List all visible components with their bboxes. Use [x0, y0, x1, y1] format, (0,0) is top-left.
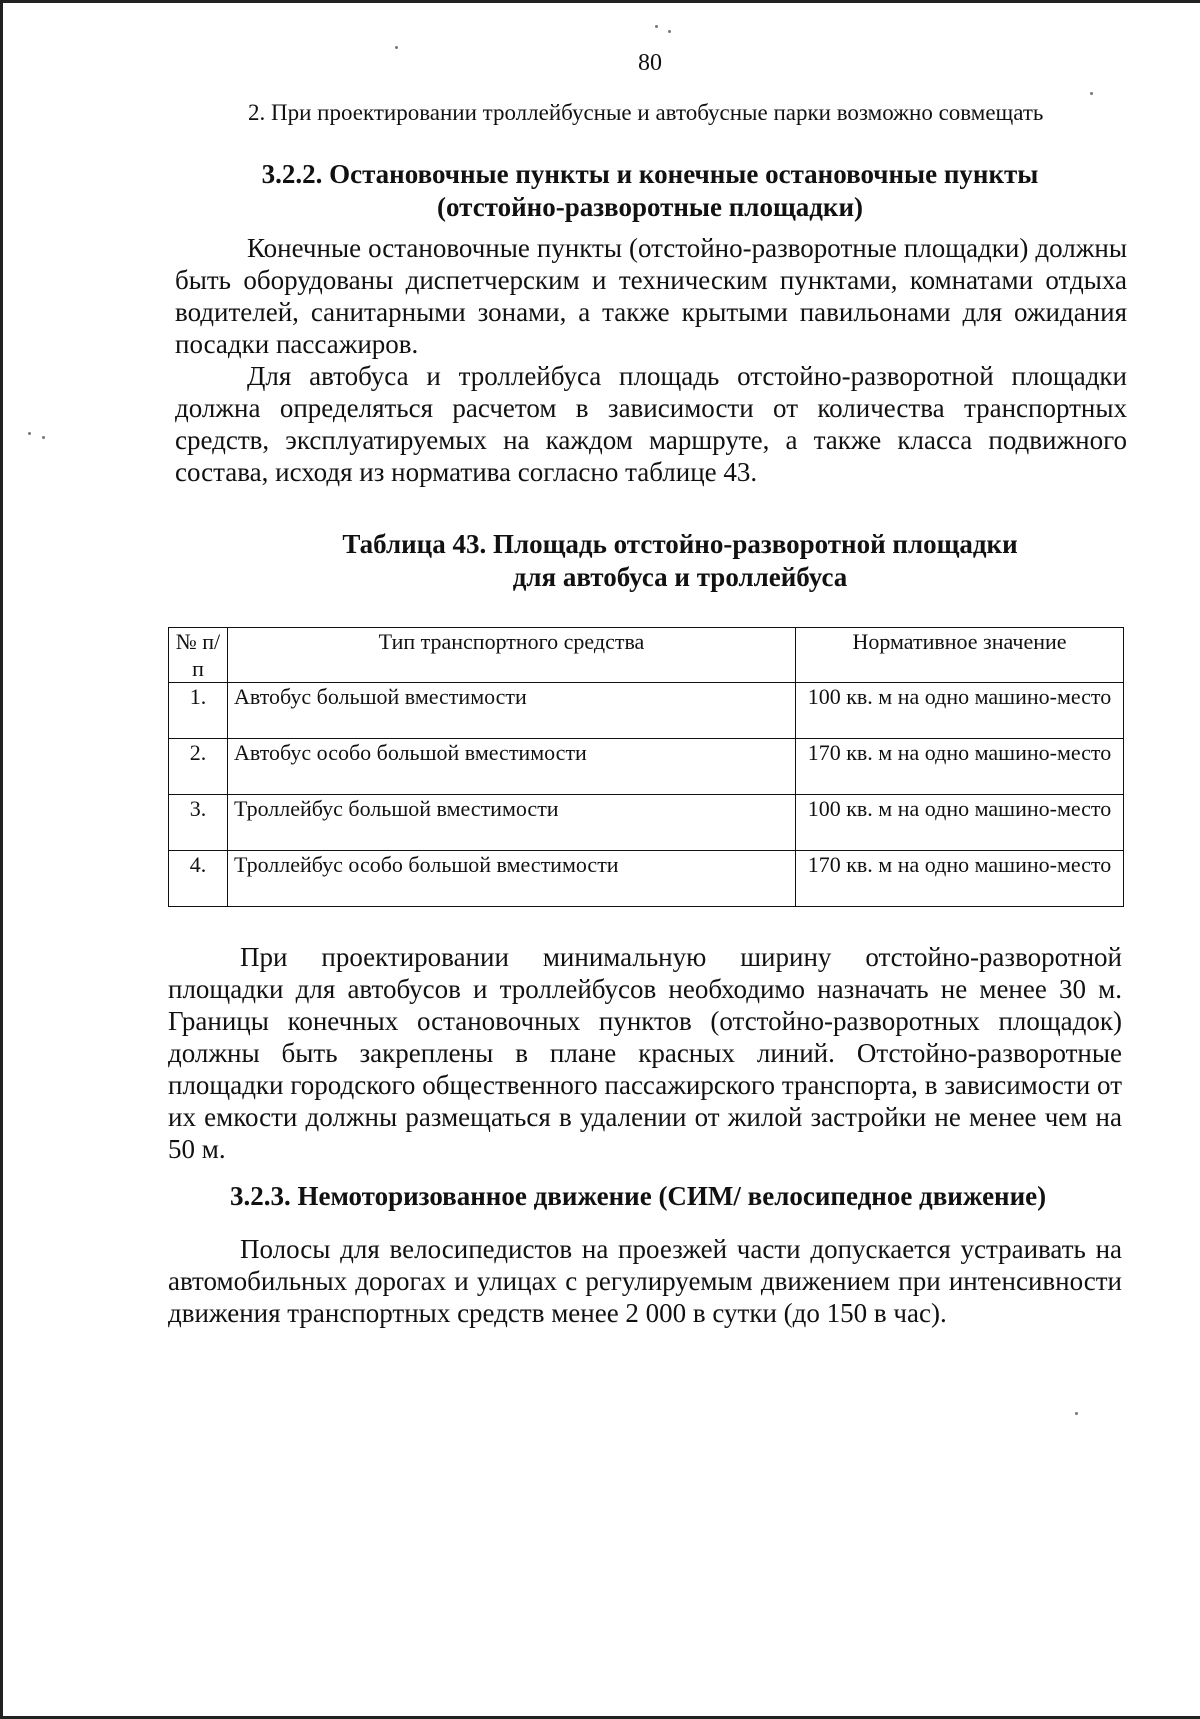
section-322-title-line2: (отстойно-разворотные площадки)	[436, 192, 864, 222]
header-number: № п/п	[169, 628, 228, 683]
scan-top-border	[0, 0, 1200, 3]
scan-speck	[42, 436, 45, 439]
paragraph-text: При проектировании минимальную ширину отстойно-разворотной площадки для автобусов и троллейбусов необходимо назначать не менее 30 м. Границы конечных остановочных пунктов (отстойно-разворотных площадок) должны быть закреплены в плане красных линий. Отстойно-разворотные площадки городского общественного пассажирского транспорта, в зависимости от их емкости должны размещаться в удалении от жилой застройки не менее чем на 50 м.	[168, 942, 1122, 1164]
section-322-title-line1: 3.2.2. Остановочные пункты и конечные остановочные пункты	[261, 159, 1039, 189]
min-width-paragraph	[168, 941, 1122, 1165]
table-row	[169, 739, 1124, 795]
table-43-title	[290, 528, 1070, 594]
row-number: 1.	[169, 683, 228, 739]
table-43-title-line1: Таблица 43. Площадь отстойно-разворотной площадки	[342, 529, 1018, 559]
table-43	[168, 627, 1124, 907]
section-323-heading: 3.2.3. Немоторизованное движение (СИМ/ велосипедное движение)	[230, 1181, 1047, 1211]
row-norm-value: 100 кв. м на одно машино-место	[796, 795, 1124, 851]
scan-speck	[655, 25, 658, 28]
header-vehicle-type: Тип транспортного средства	[228, 628, 796, 683]
table-row	[169, 851, 1124, 907]
row-vehicle-type: Троллейбус большой вместимости	[228, 795, 796, 851]
scan-speck	[1090, 92, 1093, 95]
section-323-paragraph	[168, 1233, 1122, 1329]
row-norm-value: 100 кв. м на одно машино-место	[796, 683, 1124, 739]
table-43-title-line2: для автобуса и троллейбуса	[512, 562, 848, 592]
scan-speck	[395, 46, 398, 49]
section-322-paragraph-1	[175, 232, 1127, 360]
paragraph-text: Конечные остановочные пункты (отстойно-разворотные площадки) должны быть оборудованы диспетчерским и техническим пунктами, комнатами отдыха водителей, санитарными зонами, а также крытыми павильонами для ожидания посадки пассажиров.	[175, 233, 1127, 359]
row-number: 2.	[169, 739, 228, 795]
norm-table	[168, 627, 1124, 907]
scan-speck	[1075, 1412, 1078, 1415]
paragraph-text: Полосы для велосипедистов на проезжей части допускается устраивать на автомобильных дорогах и улицах с регулируемым движением при интенсивности движения транспортных средств менее 2 000 в сутки (до 150 в час).	[168, 1234, 1122, 1328]
paragraph-text: Для автобуса и троллейбуса площадь отстойно-разворотной площадки должна определяться расчетом в зависимости от количества транспортных средств, эксплуатируемых на каждом маршруте, а также класса подвижного состава, исходя из норматива согласно таблице 43.	[175, 361, 1127, 487]
row-norm-value: 170 кв. м на одно машино-место	[796, 851, 1124, 907]
row-norm-value: 170 кв. м на одно машино-место	[796, 739, 1124, 795]
scan-speck	[668, 30, 671, 33]
row-number: 4.	[169, 851, 228, 907]
scan-speck	[28, 432, 31, 435]
intro-line: 2. При проектировании троллейбусные и автобусные парки возможно совмещать	[248, 100, 1044, 125]
table-header-row	[169, 628, 1124, 683]
page-number: 80	[638, 50, 662, 76]
table-row	[169, 683, 1124, 739]
table-row	[169, 795, 1124, 851]
section-322-heading	[200, 158, 1100, 224]
header-norm-value: Нормативное значение	[796, 628, 1124, 683]
scan-left-border	[0, 0, 3, 1719]
row-vehicle-type: Автобус большой вместимости	[228, 683, 796, 739]
section-322-paragraph-2	[175, 360, 1127, 488]
row-vehicle-type: Троллейбус особо большой вместимости	[228, 851, 796, 907]
row-vehicle-type: Автобус особо большой вместимости	[228, 739, 796, 795]
row-number: 3.	[169, 795, 228, 851]
